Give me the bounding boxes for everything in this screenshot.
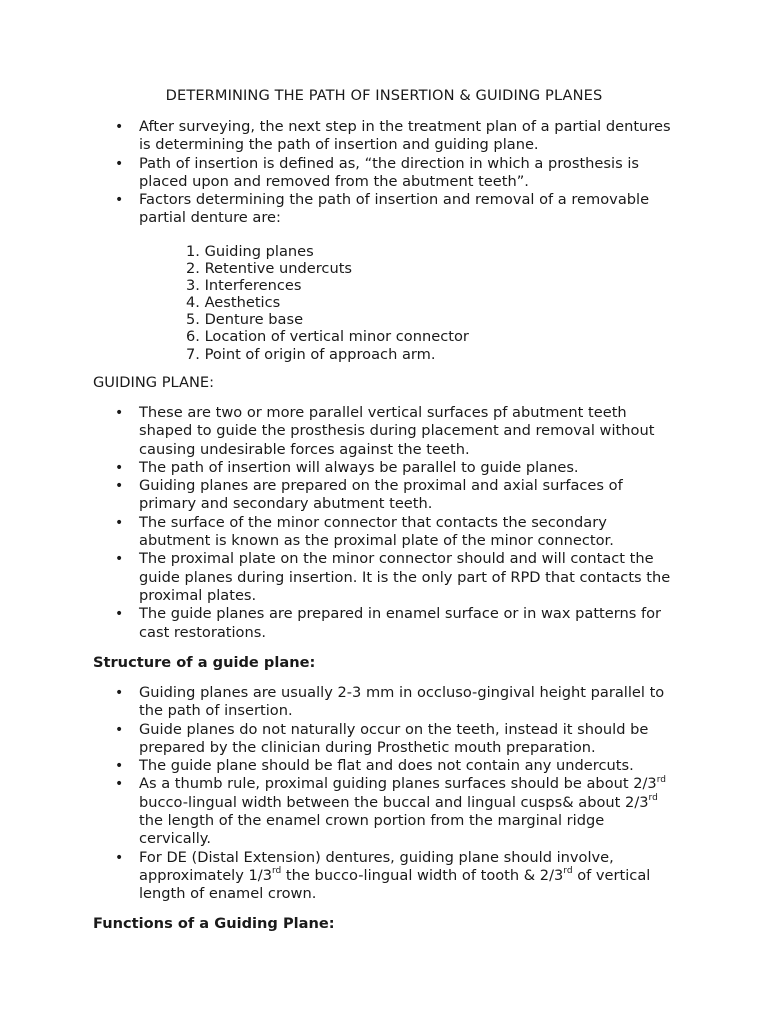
list-item: 1. Guiding planes — [186, 243, 314, 260]
superscript: rd — [648, 792, 658, 803]
list-item — [139, 849, 679, 904]
list-item: • Factors determining the path of insertion and removal of a removable partial denture are: — [139, 191, 679, 228]
list-item: • Guiding planes are usually 2-3 mm in occluso-gingival height parallel to the path of insertion. — [139, 684, 679, 721]
structure-bullet-list — [139, 684, 679, 904]
functions-heading: Functions of a Guiding Plane: — [93, 915, 335, 932]
list-item: • These are two or more parallel vertical surfaces pf abutment teeth shaped to guide the prosthesis during placement and removal without causing undesirable forces against the teeth. — [139, 404, 679, 459]
list-item: • The path of insertion will always be parallel to guide planes. — [139, 459, 679, 477]
guiding-plane-heading: GUIDING PLANE: — [93, 374, 215, 391]
list-item — [139, 775, 679, 848]
list-item: 6. Location of vertical minor connector — [186, 328, 469, 346]
list-item: 5. Denture base — [186, 311, 304, 329]
structure-heading: Structure of a guide plane: — [93, 654, 316, 671]
list-item: • After surveying, the next step in the treatment plan of a partial dentures is determining the path of insertion and guiding plane. — [139, 118, 679, 155]
list-item: 7. Point of origin of approach arm. — [186, 345, 436, 363]
list-item: 3. Interferences — [186, 277, 302, 295]
text-segment: As a thumb rule, proximal guiding planes surfaces should be about 2/3 — [139, 775, 657, 793]
text-segment: For DE (Distal Extension) dentures, guiding plane should involve, approximately 1/3 — [139, 848, 614, 884]
guiding-plane-bullet-list — [139, 404, 679, 642]
list-item: 2. Retentive undercuts — [186, 260, 353, 278]
list-item: • Path of insertion is defined as, “the direction in which a prosthesis is placed upon and removed from the abutment teeth”. — [139, 155, 679, 192]
document-title: DETERMINING THE PATH OF INSERTION & GUIDING PLANES — [165, 87, 603, 104]
list-item: • Guide planes do not naturally occur on the teeth, instead it should be prepared by the clinician during Prosthetic mouth preparation. — [139, 721, 679, 758]
list-item: • The proximal plate on the minor connector should and will contact the guide planes during insertion. It is the only part of RPD that contacts the proximal plates. — [139, 550, 679, 605]
superscript: rd — [272, 866, 282, 877]
text-segment: the length of the enamel crown portion from the marginal ridge cervically. — [139, 812, 605, 848]
text-segment: the bucco-lingual width of tooth & 2/3 — [281, 866, 564, 884]
text-segment: of vertical length of enamel crown. — [139, 866, 651, 903]
text-segment: bucco-lingual width between the buccal and lingual cusps& about 2/3 — [139, 793, 649, 811]
list-item: • The guide planes are prepared in enamel surface or in wax patterns for cast restorations. — [139, 605, 679, 642]
list-item: 4. Aesthetics — [186, 294, 281, 312]
intro-bullet-list — [139, 118, 679, 228]
list-item: • Guiding planes are prepared on the proximal and axial surfaces of primary and secondary abutment teeth. — [139, 477, 679, 514]
factors-numbered-list — [186, 243, 469, 363]
list-item: • The surface of the minor connector that contacts the secondary abutment is known as the proximal plate of the minor connector. — [139, 514, 679, 551]
superscript: rd — [656, 774, 666, 785]
list-item: • The guide plane should be flat and does not contain any undercuts. — [139, 757, 679, 775]
superscript: rd — [563, 866, 573, 877]
